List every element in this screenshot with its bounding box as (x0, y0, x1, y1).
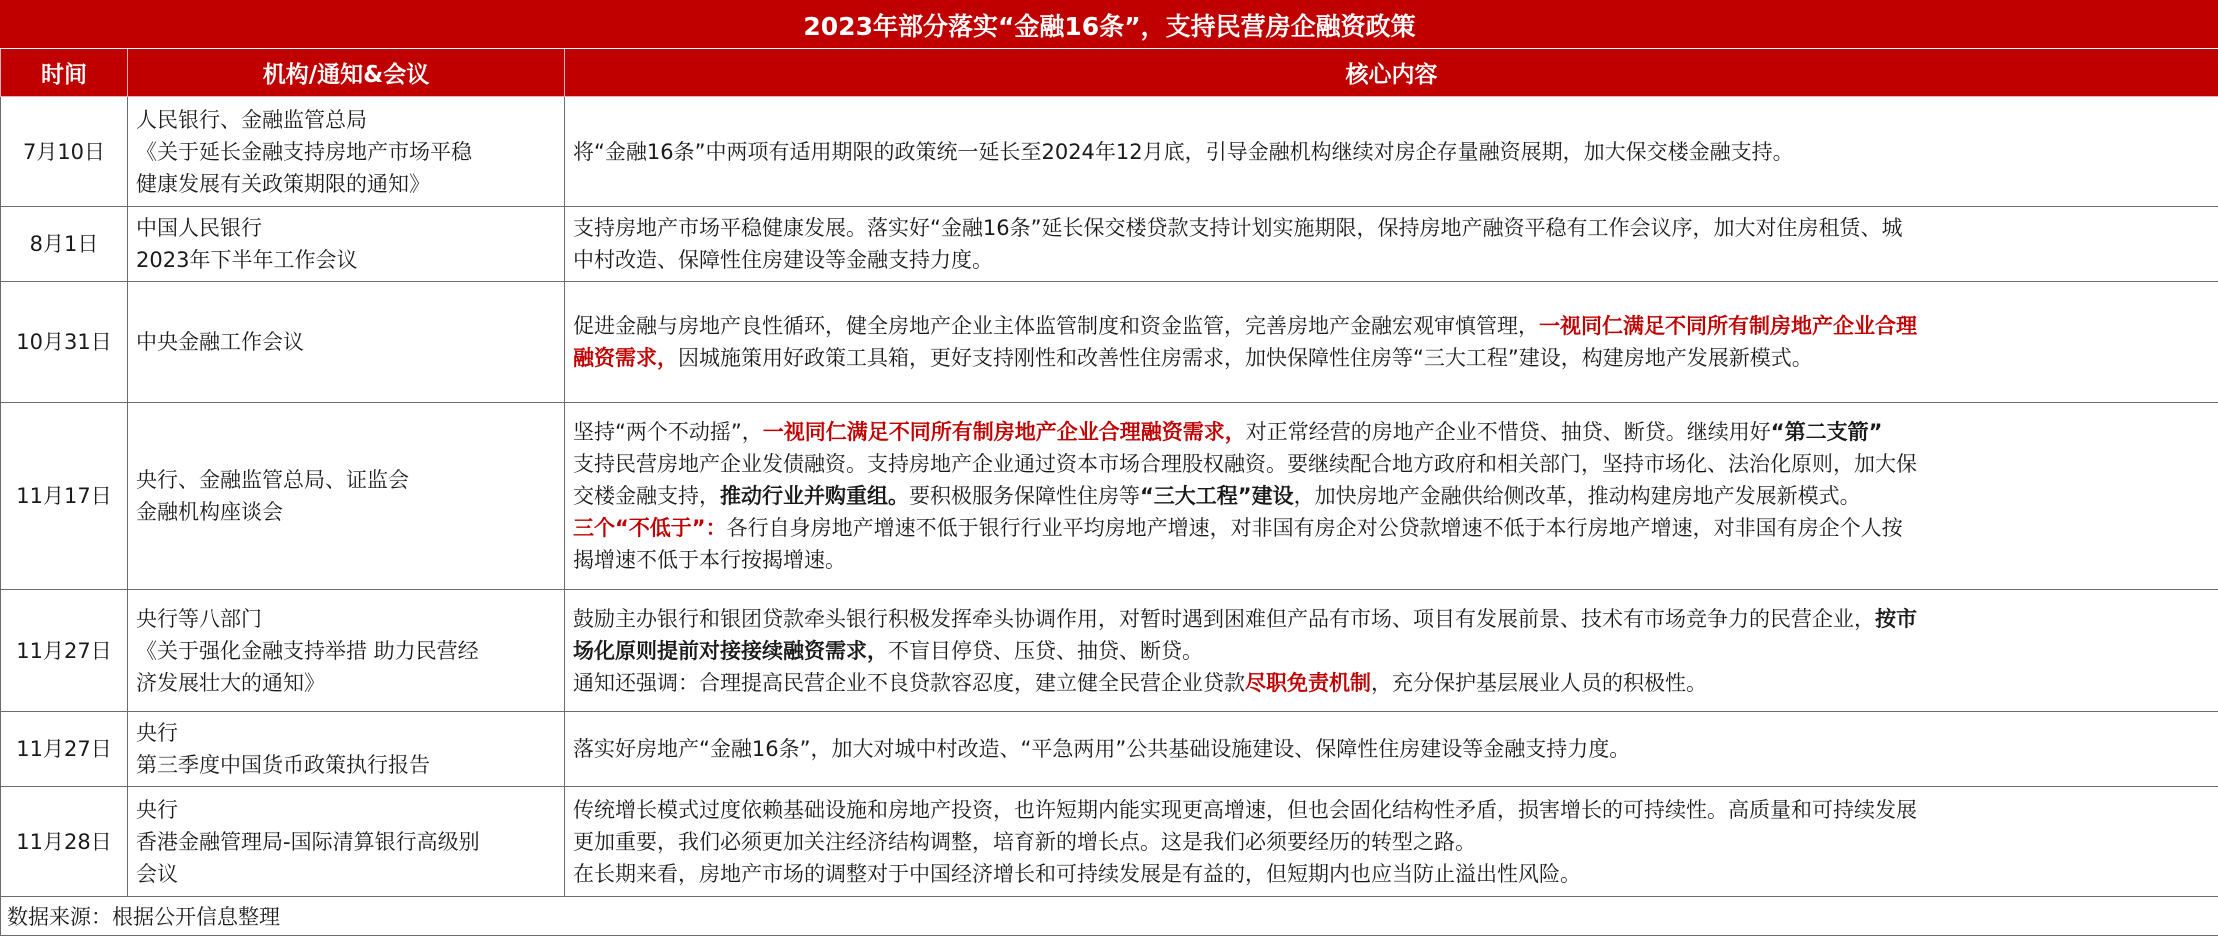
header-time: 时间 (1, 49, 128, 97)
content-line (573, 858, 2210, 890)
highlight-text: 三个“不低于”： (573, 516, 727, 540)
content-line (573, 480, 2210, 512)
row-org (128, 282, 565, 403)
content-line (573, 603, 2210, 635)
table-row (1, 282, 2218, 403)
highlight-text: 融资需求， (573, 346, 678, 370)
content-text: 通知还强调：合理提高民营企业不良贷款容忍度，建立健全民营企业贷款 (573, 670, 1245, 695)
content-line (573, 667, 2210, 699)
row-org (128, 712, 565, 787)
org-line: 第三季度中国货币政策执行报告 (136, 753, 430, 777)
org-line: 人民银行、金融监管总局 (136, 107, 367, 132)
org-line: 金融机构座谈会 (136, 500, 283, 524)
content-text: 交楼金融支持， (573, 484, 720, 508)
row-content (565, 590, 2218, 712)
content-text: 不盲目停贷、压贷、抽贷、断贷。 (888, 638, 1203, 663)
content-line (573, 212, 2210, 244)
header-content: 核心内容 (565, 49, 2218, 97)
highlight-text: 一视同仁满足不同所有制房地产企业合理融资需求， (762, 420, 1246, 444)
table-body (1, 97, 2218, 936)
content-line (573, 448, 2210, 480)
content-text: 支持房地产市场平稳健康发展。落实好“金融16条”延长保交楼贷款支持计划实施期限，保持房地产融资平稳有工作会议序，加大对住房租赁、城 (573, 216, 1903, 240)
table-row (1, 712, 2218, 787)
org-line: 2023年下半年工作会议 (136, 248, 358, 272)
bold-text: 按市 (1875, 606, 1917, 631)
header-org: 机构/通知&会议 (128, 49, 565, 97)
content-text: 支持民营房地产企业发债融资。支持房地产企业通过资本市场合理股权融资。要继续配合地方政府和相关部门，坚持市场化、法治化原则，加大保 (573, 452, 1917, 476)
org-line: 央行、金融监管总局、证监会 (136, 468, 409, 492)
org-line: 会议 (136, 861, 178, 886)
content-text: 更加重要，我们必须更加关注经济结构调整，培育新的增长点。这是我们必须要经历的转型之路。 (573, 829, 1476, 854)
content-text: 对正常经营的房地产企业不惜贷、抽贷、断贷。继续用好 (1245, 420, 1771, 444)
content-line (573, 733, 2210, 765)
table-row (1, 590, 2218, 712)
row-content (565, 207, 2218, 282)
highlight-text: 尽职免责机制 (1245, 670, 1371, 695)
row-content (565, 712, 2218, 787)
table-row (1, 787, 2218, 897)
content-text: 中村改造、保障性住房建设等金融支持力度。 (573, 248, 993, 272)
row-org (128, 403, 565, 590)
content-text: 鼓励主办银行和银团贷款牵头银行积极发挥牵头协调作用，对暂时遇到困难但产品有市场、项目有发展前景、技术有市场竞争力的民营企业， (573, 606, 1875, 631)
org-line: 央行 (136, 721, 178, 745)
row-time: 11月28日 (1, 787, 128, 897)
row-content (565, 97, 2218, 207)
table-row (1, 207, 2218, 282)
content-text: 促进金融与房地产良性循环，健全房地产企业主体监管制度和资金监管，完善房地产金融宏观审慎管理， (573, 314, 1539, 338)
row-time: 11月27日 (1, 712, 128, 787)
row-time: 10月31日 (1, 282, 128, 403)
row-content (565, 787, 2218, 897)
row-time: 8月1日 (1, 207, 128, 282)
org-line: 央行等八部门 (136, 606, 262, 631)
row-org (128, 97, 565, 207)
content-text: 坚持“两个不动摇”， (573, 420, 763, 444)
row-content (565, 403, 2218, 590)
org-line: 济发展壮大的通知》 (136, 670, 325, 695)
title-row (1, 1, 2218, 49)
source-row (1, 897, 2218, 936)
org-line: 央行 (136, 797, 178, 822)
bold-text: “第二支箭” (1770, 420, 1883, 444)
content-line (573, 512, 2210, 544)
content-text: 在长期来看，房地产市场的调整对于中国经济增长和可持续发展是有益的，但短期内也应当防止溢出性风险。 (573, 861, 1581, 886)
org-line: 中央金融工作会议 (136, 330, 304, 354)
content-text: ，加快房地产金融供给侧改革，推动构建房地产发展新模式。 (1293, 484, 1861, 508)
table-row (1, 403, 2218, 590)
content-text: 落实好房地产“金融16条”，加大对城中村改造、“平急两用”公共基础设施建设、保障性住房建设等金融支持力度。 (573, 737, 1631, 761)
content-line (573, 635, 2210, 667)
row-time: 11月27日 (1, 590, 128, 712)
row-org (128, 787, 565, 897)
header-row (1, 49, 2218, 97)
bold-text: 场化原则提前对接接续融资需求， (573, 638, 888, 663)
content-text: 将“金融16条”中两项有适用期限的政策统一延长至2024年12月底，引导金融机构继续对房企存量融资展期，加大保交楼金融支持。 (573, 139, 1794, 164)
content-text: 因城施策用好政策工具箱，更好支持刚性和改善性住房需求，加快保障性住房等“三大工程”建设，构建房地产发展新模式。 (678, 346, 1813, 370)
content-line (573, 136, 2210, 168)
content-line (573, 794, 2210, 826)
content-text: ，充分保护基层展业人员的积极性。 (1371, 670, 1707, 695)
org-line: 健康发展有关政策期限的通知》 (136, 171, 430, 196)
content-text: 揭增速不低于本行按揭增速。 (573, 548, 846, 572)
org-line: 《关于延长金融支持房地产市场平稳 (136, 139, 472, 164)
org-line: 香港金融管理局-国际清算银行高级别 (136, 829, 480, 854)
table-title: 2023年部分落实“金融16条”，支持民营房企融资政策 (1, 1, 2218, 49)
content-line (573, 244, 2210, 276)
content-line (573, 416, 2210, 448)
row-org (128, 207, 565, 282)
highlight-text: 一视同仁满足不同所有制房地产企业合理 (1539, 314, 1917, 338)
row-org (128, 590, 565, 712)
bold-text: “三大工程”建设 (1140, 484, 1294, 508)
row-time: 7月10日 (1, 97, 128, 207)
content-text: 各行自身房地产增速不低于银行行业平均房地产增速，对非国有房企对公贷款增速不低于本行房地产增速，对非国有房企个人按 (726, 516, 1903, 540)
content-line (573, 342, 2210, 374)
content-line (573, 544, 2210, 576)
content-line (573, 310, 2210, 342)
row-content (565, 282, 2218, 403)
row-time: 11月17日 (1, 403, 128, 590)
org-line: 中国人民银行 (136, 216, 262, 240)
data-source-note: 数据来源：根据公开信息整理 (1, 897, 2218, 936)
bold-text: 推动行业并购重组。 (720, 484, 909, 508)
content-text: 要积极服务保障性住房等 (909, 484, 1140, 508)
content-text: 传统增长模式过度依赖基础设施和房地产投资，也许短期内能实现更高增速，但也会固化结构性矛盾，损害增长的可持续性。高质量和可持续发展 (573, 797, 1917, 822)
content-line (573, 826, 2210, 858)
org-line: 《关于强化金融支持举措 助力民营经 (136, 638, 479, 663)
table-row (1, 97, 2218, 207)
